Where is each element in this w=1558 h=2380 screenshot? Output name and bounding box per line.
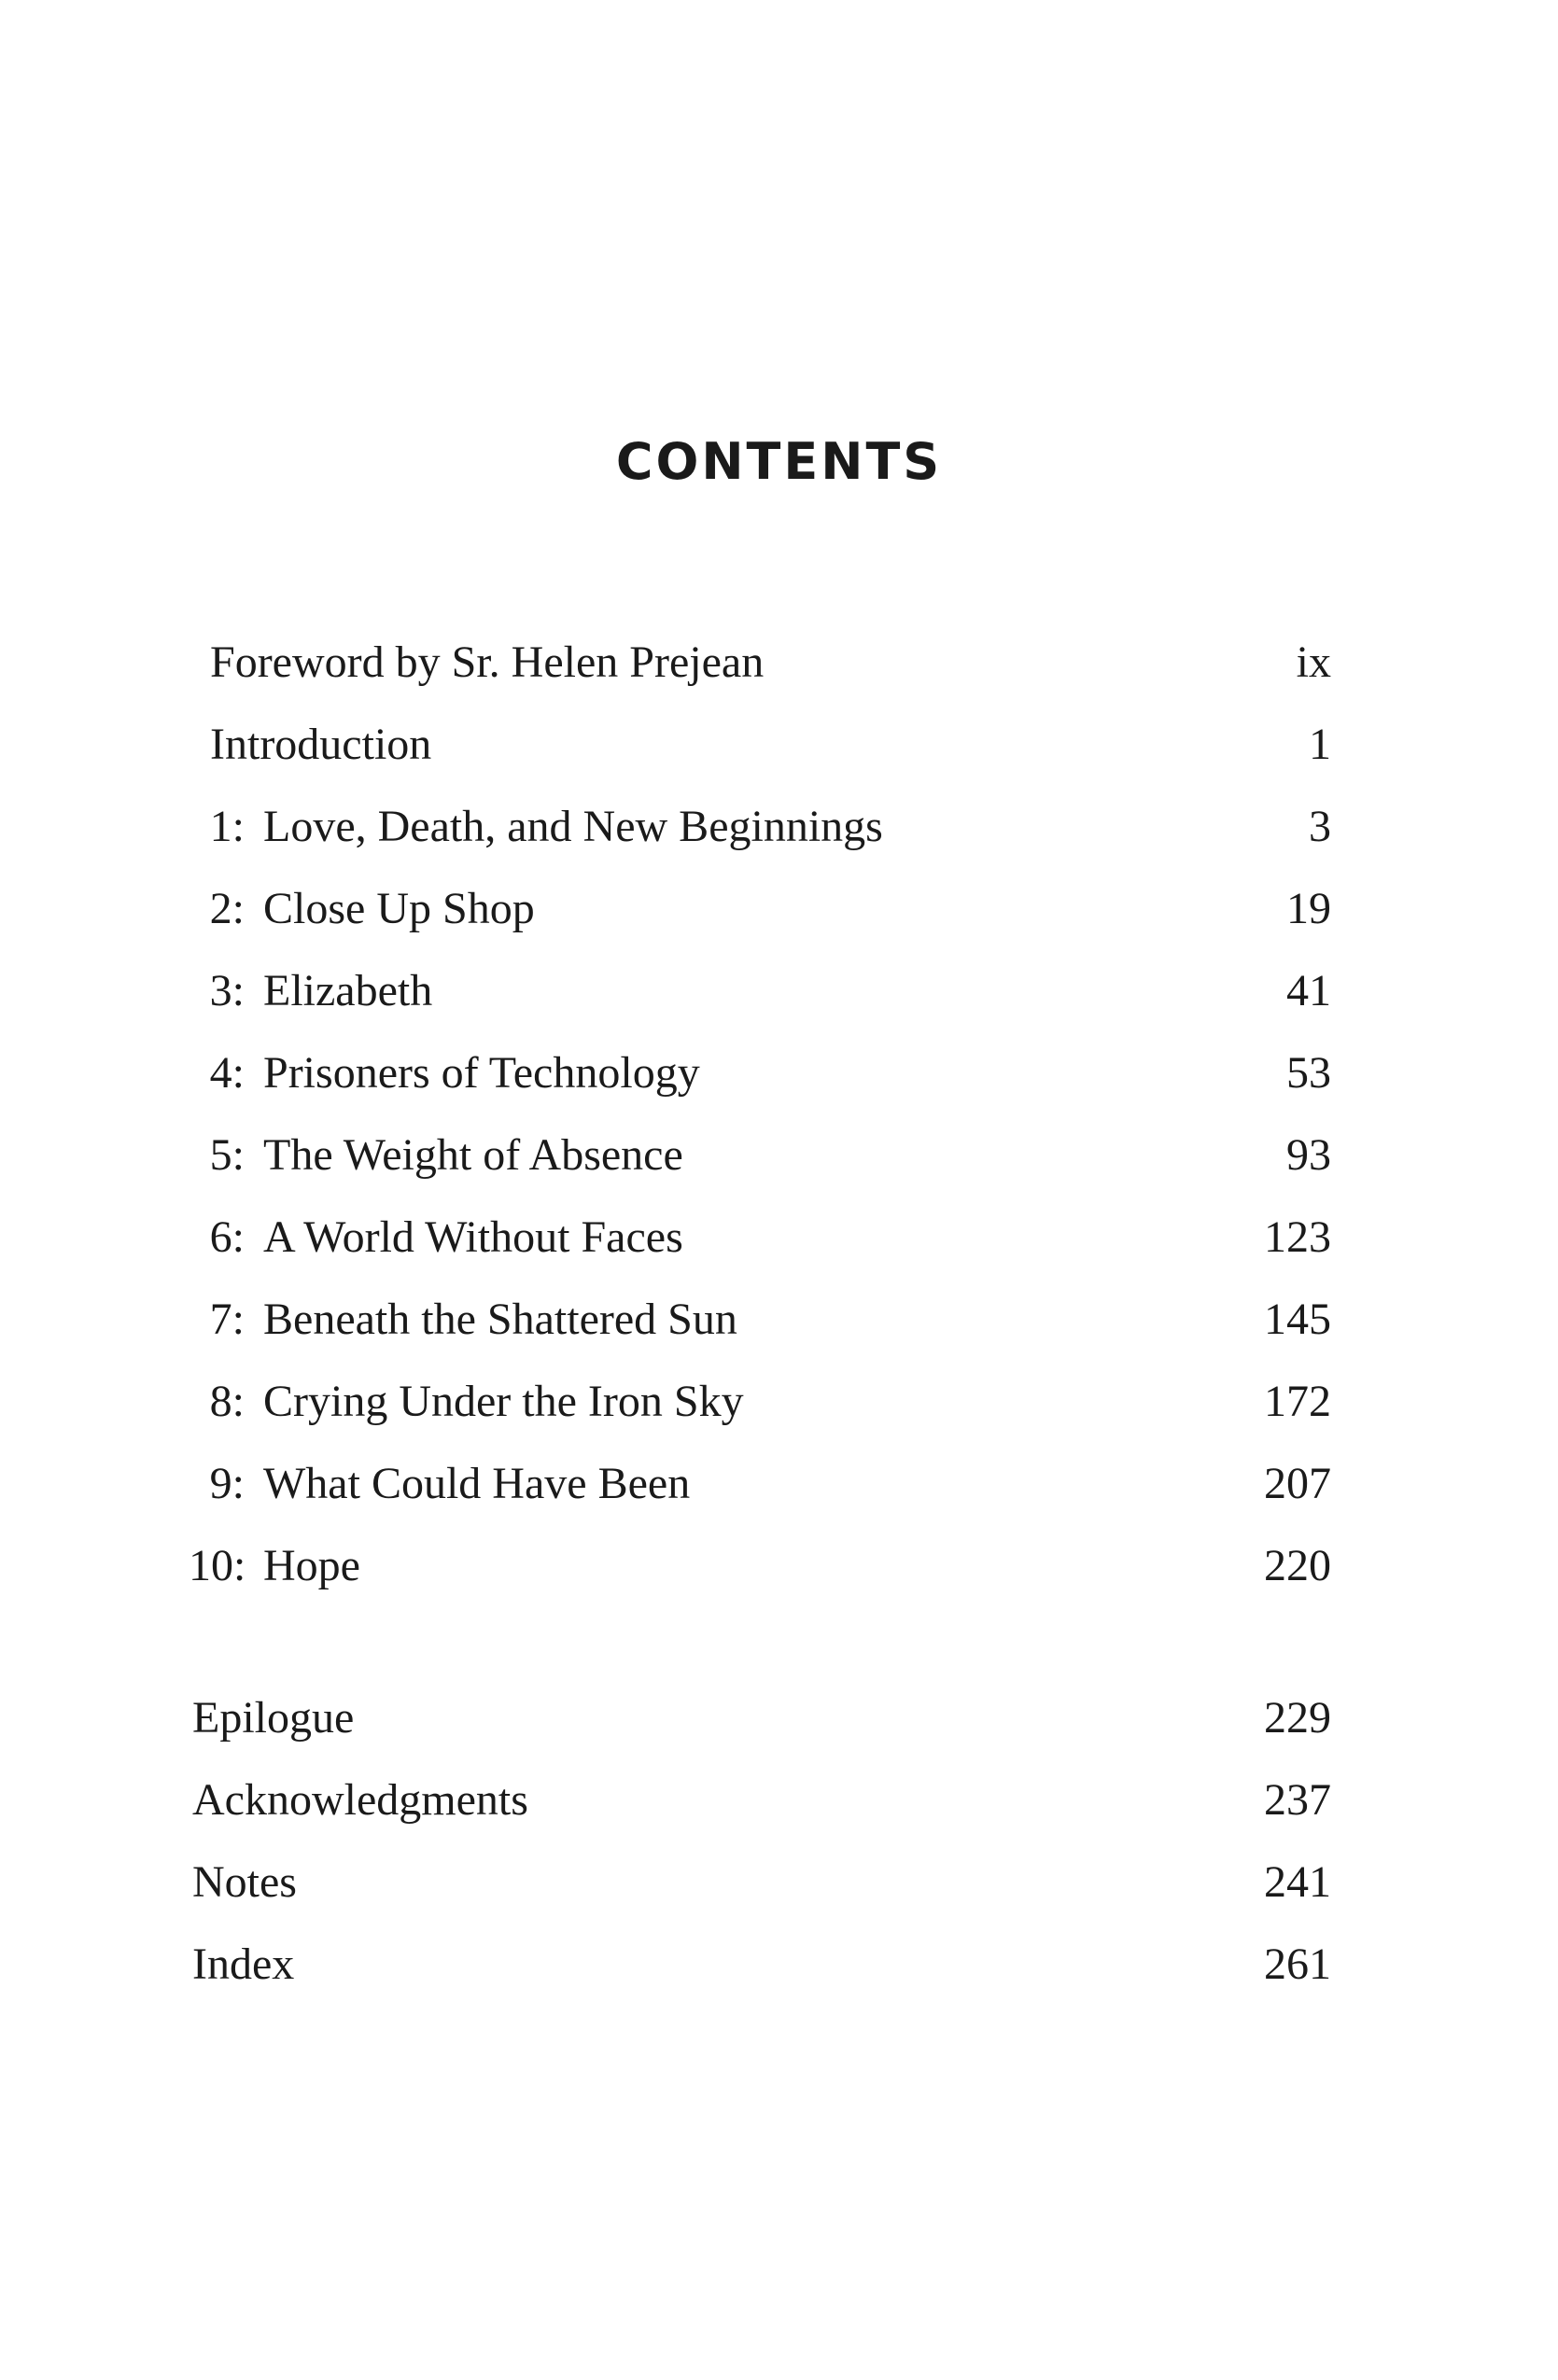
toc-entry-title: Acknowledgments [192,1775,528,1825]
toc-entry-page: 145 [1264,1295,1331,1344]
toc-entry-page: 207 [1264,1459,1331,1508]
toc-entry-title: What Could Have Been [263,1459,691,1508]
toc-entry-number: 6: [209,1212,245,1262]
toc-entry-title: The Weight of Absence [263,1130,683,1180]
toc-entry-title: Foreword by Sr. Helen Prejean [210,637,765,687]
toc-entry-page: 53 [1286,1048,1331,1098]
toc-entry-page: 93 [1286,1130,1331,1180]
toc-entry-title: Close Up Shop [263,884,535,933]
toc-entry-chapter-2[interactable] [0,884,1558,943]
toc-entry-chapter-10[interactable] [0,1541,1558,1600]
toc-entry-number: 2: [209,884,245,933]
toc-entry-page: 1 [1309,720,1331,769]
toc-entry-number: 1: [209,802,245,851]
toc-entry-number: 10: [189,1541,246,1590]
page-title: CONTENTS [615,432,943,491]
toc-entry-title: Elizabeth [263,966,433,1015]
toc-entry-page: 229 [1264,1693,1331,1743]
toc-entry-chapter-4[interactable] [0,1048,1558,1107]
toc-entry-page: 220 [1264,1541,1331,1590]
toc-entry-number: 5: [209,1130,245,1180]
toc-entry-page: 172 [1264,1377,1331,1426]
toc-entry-page: 241 [1264,1857,1331,1907]
toc-entry-title: Notes [192,1857,297,1907]
toc-entry-number: 7: [209,1295,245,1344]
toc-entry-acknowledgments[interactable] [0,1775,1558,1834]
toc-entry-index[interactable] [0,1939,1558,1998]
toc-entry-page: 261 [1264,1939,1331,1989]
toc-entry-title: Introduction [210,720,432,769]
toc-entry-title: Crying Under the Iron Sky [263,1377,744,1426]
toc-entry-number: 9: [209,1459,245,1508]
toc-entry-number: 8: [209,1377,245,1426]
toc-entry-page: 237 [1264,1775,1331,1825]
toc-entry-number: 3: [209,966,245,1015]
toc-entry-page: 3 [1309,802,1331,851]
toc-entry-introduction[interactable] [0,722,1558,778]
toc-entry-chapter-5[interactable] [0,1130,1558,1189]
toc-entry-title: Prisoners of Technology [263,1048,700,1098]
toc-entry-title: Index [192,1939,295,1989]
toc-entry-chapter-3[interactable] [0,966,1558,1025]
toc-entry-page: 41 [1286,966,1331,1015]
toc-entry-chapter-9[interactable] [0,1459,1558,1518]
toc-entry-chapter-8[interactable] [0,1379,1558,1435]
toc-entry-chapter-7[interactable] [0,1297,1558,1353]
toc-entry-page: 19 [1286,884,1331,933]
toc-entry-chapter-6[interactable] [0,1212,1558,1271]
toc-entry-title: Epilogue [192,1693,355,1743]
toc-entry-title: A World Without Faces [263,1212,683,1262]
toc-entry-chapter-1[interactable] [0,802,1558,861]
toc-entry-foreword[interactable] [0,637,1558,696]
toc-entry-title: Love, Death, and New Beginnings [263,802,883,851]
toc-entry-notes[interactable] [0,1857,1558,1916]
toc-entry-page: 123 [1264,1212,1331,1262]
toc-entry-epilogue[interactable] [0,1693,1558,1752]
toc-entry-page: ix [1296,637,1331,687]
toc-entry-title: Hope [263,1541,360,1590]
toc-entry-number: 4: [209,1048,245,1098]
toc-entry-title: Beneath the Shattered Sun [263,1295,737,1344]
